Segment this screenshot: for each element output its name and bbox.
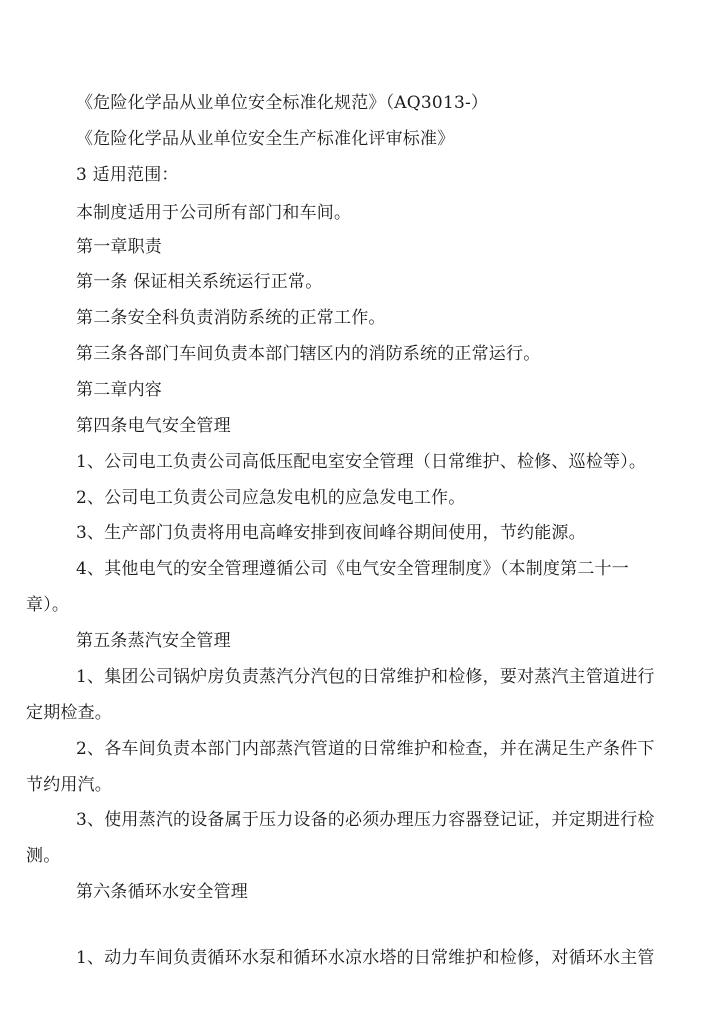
reference-standard-2: 《危险化学品从业单位安全生产标准化评审标准》 — [76, 129, 455, 149]
article-6-heading: 第六条循环水安全管理 — [76, 882, 248, 902]
article-5-item-2: 2、各车间负责本部门内部蒸汽管道的日常维护和检查，并在满足生产条件下 — [76, 739, 655, 759]
article-5-heading: 第五条蒸汽安全管理 — [76, 631, 231, 651]
article-4-item-2: 2、公司电工负责公司应急发电机的应急发电工作。 — [76, 488, 466, 508]
reference-standard-1: 《危险化学品从业单位安全标准化规范》（AQ3013-） — [76, 93, 489, 113]
article-4-item-3: 3、生产部门负责将用电高峰安排到夜间峰谷期间使用，节约能源。 — [76, 523, 586, 543]
article-4-item-4: 4、其他电气的安全管理遵循公司《电气安全管理制度》（本制度第二十一 — [76, 559, 629, 579]
article-6-item-1: 1、动力车间负责循环水泵和循环水凉水塔的日常维护和检修，对循环水主管 — [76, 948, 655, 968]
article-5-item-3-continued: 测。 — [26, 846, 61, 866]
article-2: 第二条安全科负责消防系统的正常工作。 — [76, 308, 386, 328]
section-heading-scope: 3 适用范围： — [76, 165, 179, 185]
chapter-heading-2: 第二章内容 — [76, 380, 162, 400]
paragraph-scope: 本制度适用于公司所有部门和车间。 — [76, 203, 352, 223]
article-1: 第一条 保证相关系统运行正常。 — [76, 272, 323, 292]
article-5-item-1-continued: 定期检查。 — [26, 703, 112, 723]
article-5-item-3: 3、使用蒸汽的设备属于压力设备的必须办理压力容器登记证，并定期进行检 — [76, 810, 655, 830]
article-4-item-4-continued: 章）。 — [26, 595, 70, 615]
article-5-item-1: 1、集团公司锅炉房负责蒸汽分汽包的日常维护和检修，要对蒸汽主管道进行 — [76, 667, 655, 687]
article-4-item-1: 1、公司电工负责公司高低压配电室安全管理（日常维护、检修、巡检等）。 — [76, 452, 647, 472]
article-4-heading: 第四条电气安全管理 — [76, 416, 231, 436]
article-5-item-2-continued: 节约用汽。 — [26, 775, 112, 795]
chapter-heading-1: 第一章职责 — [76, 237, 162, 257]
article-3: 第三条各部门车间负责本部门辖区内的消防系统的正常运行。 — [76, 344, 541, 364]
